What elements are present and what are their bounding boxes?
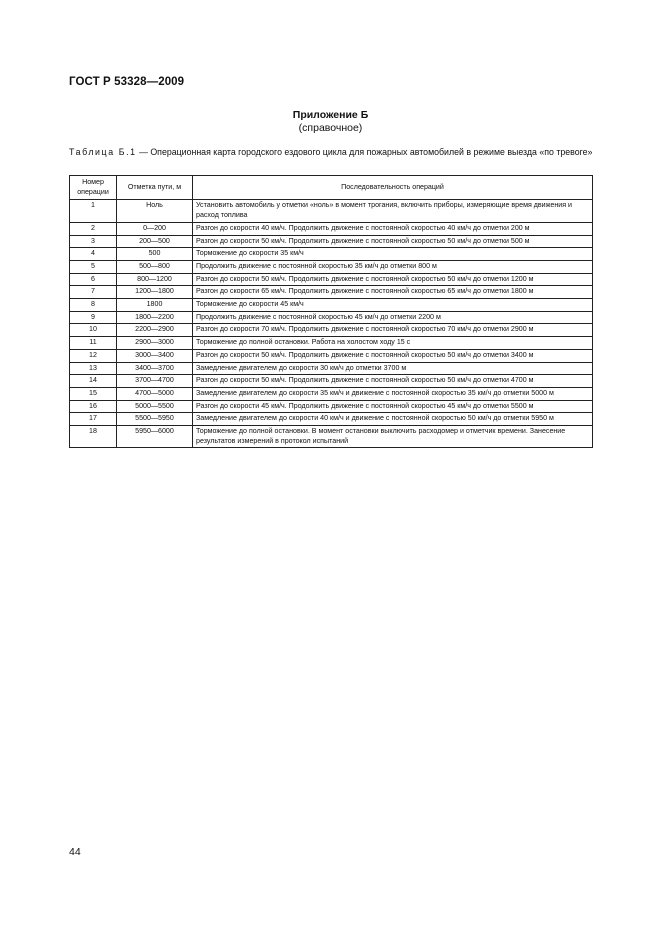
cell-operation-sequence: Продолжить движение с постоянной скоростью 45 км/ч до отметки 2200 м [193,311,593,324]
table-caption [69,146,593,158]
cell-operation-sequence: Торможение до полной остановки. В момент остановки выключить расходомер и отметчик времени. Занесение результатов измерений в протокол испытаний [193,426,593,448]
cell-operation-number: 6 [70,273,117,286]
table-label: Таблица Б.1 [69,147,137,157]
cell-distance-mark: 4700—5000 [117,387,193,400]
cell-operation-sequence: Разгон до скорости 40 км/ч. Продолжить движение с постоянной скоростью 40 км/ч до отметки 200 м [193,222,593,235]
cell-distance-mark: 200—500 [117,235,193,248]
cell-distance-mark: 500 [117,248,193,261]
cell-operation-sequence: Установить автомобиль у отметки «ноль» в момент трогания, включить приборы, измеряющие время движения и расход топлива [193,200,593,222]
table-row [70,337,593,350]
table-row [70,324,593,337]
table-row [70,260,593,273]
cell-operation-number: 3 [70,235,117,248]
table-row [70,349,593,362]
cell-distance-mark: 500—800 [117,260,193,273]
cell-distance-mark: 3000—3400 [117,349,193,362]
cell-operation-sequence: Продолжить движение с постоянной скоростью 35 км/ч до отметки 800 м [193,260,593,273]
table-row [70,400,593,413]
cell-operation-number: 2 [70,222,117,235]
table-row [70,413,593,426]
cell-distance-mark: 2900—3000 [117,337,193,350]
cell-operation-number: 16 [70,400,117,413]
cell-operation-sequence: Торможение до полной остановки. Работа на холостом ходу 15 с [193,337,593,350]
cell-operation-sequence: Разгон до скорости 65 км/ч. Продолжить движение с постоянной скоростью 65 км/ч до отметки 1800 м [193,286,593,299]
table-row [70,222,593,235]
table-row [70,235,593,248]
operations-table [69,175,593,448]
table-row [70,311,593,324]
cell-distance-mark: 1800—2200 [117,311,193,324]
appendix-title: Приложение Б [292,109,369,121]
cell-distance-mark: 3400—3700 [117,362,193,375]
cell-operation-sequence: Разгон до скорости 70 км/ч. Продолжить движение с постоянной скоростью 70 км/ч до отметки 2900 м [193,324,593,337]
cell-operation-sequence: Разгон до скорости 50 км/ч. Продолжить движение с постоянной скоростью 50 км/ч до отметки 500 м [193,235,593,248]
cell-operation-sequence: Замедление двигателем до скорости 30 км/ч до отметки 3700 м [193,362,593,375]
cell-operation-sequence: Разгон до скорости 50 км/ч. Продолжить движение с постоянной скоростью 50 км/ч до отметки 1200 м [193,273,593,286]
cell-distance-mark: 0—200 [117,222,193,235]
cell-distance-mark: 1200—1800 [117,286,193,299]
table-row [70,273,593,286]
cell-operation-number: 10 [70,324,117,337]
cell-operation-number: 15 [70,387,117,400]
cell-operation-sequence: Разгон до скорости 45 км/ч. Продолжить движение с постоянной скоростью 45 км/ч до отметки 5500 м [193,400,593,413]
table-header-row [70,176,593,200]
page-number: 44 [69,846,81,858]
header-distance-mark: Отметка пути, м [117,176,193,200]
cell-operation-number: 12 [70,349,117,362]
cell-operation-number: 13 [70,362,117,375]
cell-distance-mark: 5950—6000 [117,426,193,448]
cell-operation-number: 7 [70,286,117,299]
cell-operation-number: 18 [70,426,117,448]
table-row [70,387,593,400]
cell-operation-sequence: Замедление двигателем до скорости 40 км/ч и движение с постоянной скоростью 50 км/ч до отметки 5950 м [193,413,593,426]
cell-distance-mark: Ноль [117,200,193,222]
cell-operation-number: 17 [70,413,117,426]
cell-operation-number: 5 [70,260,117,273]
table-row [70,362,593,375]
table-row [70,200,593,222]
cell-operation-number: 14 [70,375,117,388]
cell-operation-number: 9 [70,311,117,324]
cell-operation-number: 8 [70,299,117,312]
cell-operation-number: 4 [70,248,117,261]
cell-operation-number: 11 [70,337,117,350]
table-row [70,375,593,388]
cell-operation-sequence: Замедление двигателем до скорости 35 км/ч и движение с постоянной скоростью 35 км/ч до отметки 5000 м [193,387,593,400]
header-operation-number: Номер операции [70,176,117,200]
table-row [70,248,593,261]
cell-distance-mark: 5500—5950 [117,413,193,426]
table-row [70,286,593,299]
document-id: ГОСТ Р 53328—2009 [69,76,185,88]
cell-distance-mark: 3700—4700 [117,375,193,388]
cell-operation-sequence: Торможение до скорости 45 км/ч [193,299,593,312]
header-operation-sequence: Последовательность операций [193,176,593,200]
cell-operation-number: 1 [70,200,117,222]
cell-operation-sequence: Торможение до скорости 35 км/ч [193,248,593,261]
cell-distance-mark: 2200—2900 [117,324,193,337]
appendix-heading [0,109,661,135]
cell-distance-mark: 800—1200 [117,273,193,286]
table-caption-text: — Операционная карта городского ездового цикла для пожарных автомобилей в режиме выезда «по тревоге» [136,147,593,157]
cell-distance-mark: 5000—5500 [117,400,193,413]
table-body [70,200,593,448]
table-row [70,299,593,312]
appendix-subtitle: (справочное) [298,122,363,134]
table-row [70,426,593,448]
cell-operation-sequence: Разгон до скорости 50 км/ч. Продолжить движение с постоянной скоростью 50 км/ч до отметки 4700 м [193,375,593,388]
cell-distance-mark: 1800 [117,299,193,312]
cell-operation-sequence: Разгон до скорости 50 км/ч. Продолжить движение с постоянной скоростью 50 км/ч до отметки 3400 м [193,349,593,362]
